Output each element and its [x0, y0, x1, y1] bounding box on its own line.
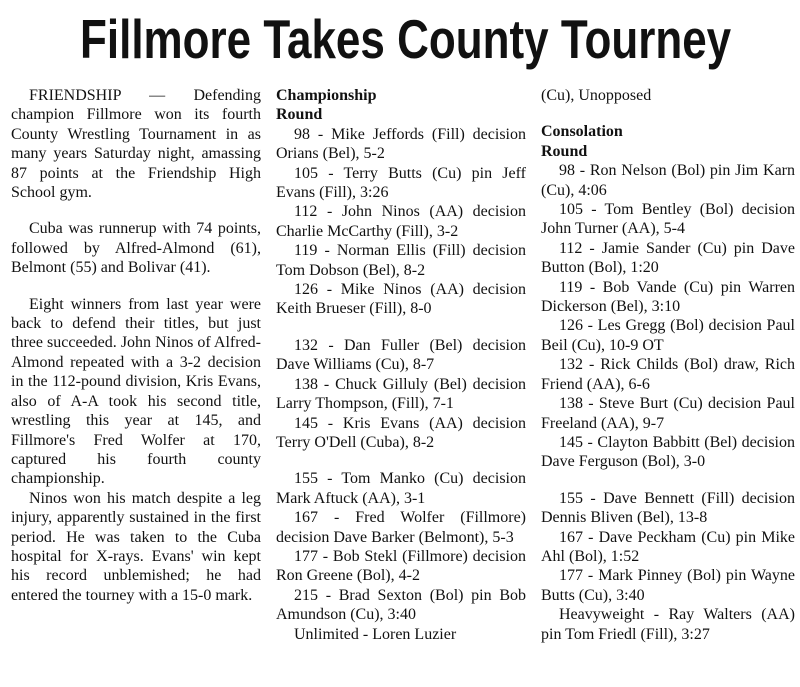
- championship-column: [276, 86, 526, 644]
- result-line: 132 - Rick Childs (Bol) draw, Rich Friend (AA), 6-6: [541, 356, 795, 393]
- story-column: [11, 86, 261, 605]
- story-paragraph: Cuba was runnerup with 74 points, followed by Alfred-Almond (61), Belmont (55) and Bolivar (41).: [11, 220, 261, 277]
- result-line: 112 - Jamie Sander (Cu) pin Dave Button (Bol), 1:20: [541, 239, 795, 277]
- result-line: 155 - Tom Manko (Cu) decision Mark Aftuck (AA), 3-1: [276, 470, 526, 507]
- consolation-heading: Consolation: [541, 123, 623, 141]
- headline: Fillmore Takes County Tourney: [80, 8, 732, 70]
- result-line: 105 - Tom Bentley (Bol) decision John Turner (AA), 5-4: [541, 201, 795, 238]
- championship-heading: Championship: [276, 87, 377, 104]
- result-line: 177 - Bob Stekl (Fillmore) decision Ron Greene (Bol), 4-2: [276, 547, 526, 585]
- result-line: 145 - Kris Evans (AA) decision Terry O'Dell (Cuba), 8-2: [276, 414, 526, 451]
- result-line: 145 - Clayton Babbitt (Bel) decision Dave Ferguson (Bol), 3-0: [541, 433, 795, 471]
- result-line: 98 - Ron Nelson (Bol) pin Jim Karn (Cu), 4:06: [541, 162, 795, 199]
- result-line: 138 - Steve Burt (Cu) decision Paul Freeland (AA), 9-7: [541, 395, 795, 432]
- result-line: 215 - Brad Sexton (Bol) pin Bob Amundson (Cu), 3:40: [276, 586, 526, 624]
- result-line: 155 - Dave Bennett (Fill) decision Dennis Bliven (Bel), 13-8: [541, 489, 795, 527]
- result-line: 105 - Terry Butts (Cu) pin Jeff Evans (Fill), 3:26: [276, 164, 526, 202]
- result-line: 167 - Dave Peckham (Cu) pin Mike Ahl (Bol), 1:52: [541, 528, 795, 565]
- result-line: 177 - Mark Pinney (Bol) pin Wayne Butts (Cu), 3:40: [541, 567, 795, 604]
- result-line: 126 - Les Gregg (Bol) decision Paul Beil (Cu), 10-9 OT: [541, 317, 795, 354]
- story-paragraph: Eight winners from last year were back to defend their titles, but just three succeeded. John Ninos of Alfred-Almond repeated with a 3-2 decision in the 112-pound division, Kris Evans, also of A-A took his second title, wrestling this year at 145, and Fillmore's Fred Wolfer at 170, captured his fourth county championship.: [11, 295, 261, 488]
- championship-heading-round: Round: [276, 106, 323, 124]
- result-continuation: (Cu), Unopposed: [541, 87, 652, 104]
- result-line: 167 - Fred Wolfer (Fillmore) decision Dave Barker (Belmont), 5-3: [276, 509, 526, 546]
- story-paragraph: Ninos won his match despite a leg injury, apparently sustained in the first period. He was taken to the Cuba hospital for X-rays. Evans' win kept his record unblemished; he had entered the tourney with a 15-0 mark.: [11, 489, 261, 604]
- consolation-column: [541, 86, 795, 644]
- result-line: Unlimited - Loren Luzier: [294, 625, 457, 643]
- result-line: 119 - Bob Vande (Cu) pin Warren Dickerson (Bel), 3:10: [541, 278, 795, 316]
- result-line: 126 - Mike Ninos (AA) decision Keith Brueser (Fill), 8-0: [276, 281, 526, 318]
- consolation-heading-round: Round: [541, 142, 588, 160]
- result-line: 132 - Dan Fuller (Bel) decision Dave Williams (Cu), 8-7: [276, 336, 526, 374]
- result-line: 98 - Mike Jeffords (Fill) decision Orians (Bel), 5-2: [276, 125, 526, 163]
- result-line: 112 - John Ninos (AA) decision Charlie McCarthy (Fill), 3-2: [276, 203, 526, 240]
- result-line: 138 - Chuck Gilluly (Bel) decision Larry Thompson, (Fill), 7-1: [276, 375, 526, 413]
- story-paragraph: FRIENDSHIP — Defending champion Fillmore won its fourth County Wrestling Tournament in as many years Saturday night, amassing 87 points at the Friendship High School gym.: [11, 87, 261, 202]
- result-line: Heavyweight - Ray Walters (AA) pin Tom Friedl (Fill), 3:27: [541, 606, 795, 643]
- result-line: 119 - Norman Ellis (Fill) decision Tom Dobson (Bel), 8-2: [276, 242, 526, 279]
